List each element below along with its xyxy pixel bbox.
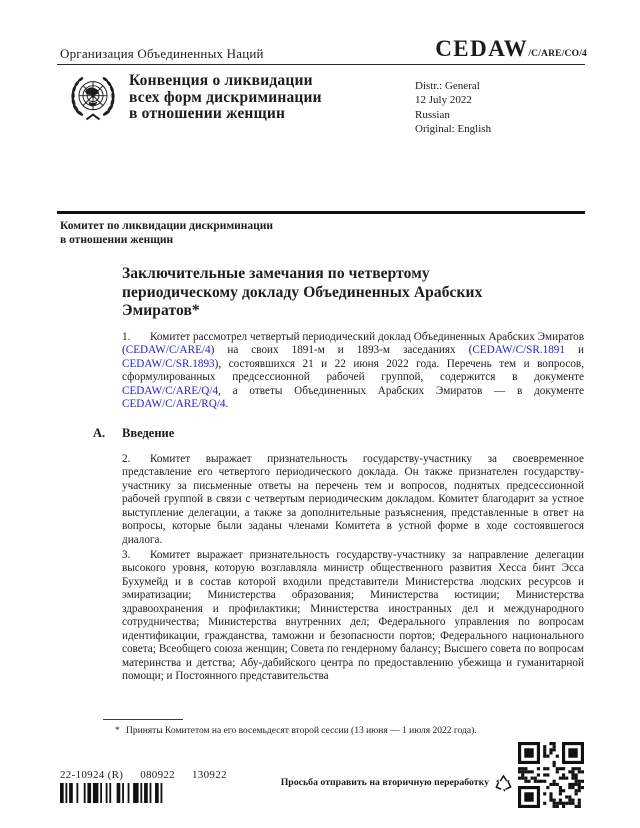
distribution-date: 130922 <box>192 769 227 781</box>
job-number-line <box>60 769 244 781</box>
document-title <box>122 265 502 321</box>
document-symbol-link[interactable]: CEDAW/C/ARE/Q/4 <box>122 384 219 397</box>
document-symbol-link[interactable]: CEDAW/C/ARE/RQ/4 <box>122 398 226 411</box>
committee-name-line: в отношении женщин <box>60 233 174 246</box>
paragraph-3 <box>122 549 584 684</box>
title-footnote-marker: * <box>191 302 200 319</box>
convention-title-line: в отношении женщин <box>129 105 286 122</box>
paragraph-text: Комитет выражает признательность государству-участнику за своевременное представление его четвертого периодического доклада. Он также признателен государству-участнику за письменные ответы на перечень тем и вопросов, поднятых предсессионной рабочей группой в связи с четвертым периодическим докладом. Комитет благодарит за устное выступление делегации, а также за дополнительные разъяснения, представленные в ответ на вопросы, которые были заданы членами Комитета в устной форме в ходе состоявшегося диалога. <box>122 453 584 546</box>
un-org-name: Организация Объединенных Наций <box>60 46 264 61</box>
convention-title-line: всех форм дискриминации <box>129 88 322 106</box>
convention-title <box>129 73 322 123</box>
committee-name-line: Комитет по ликвидации дискриминации <box>60 220 274 232</box>
barcode-icon <box>60 783 166 803</box>
paragraph-text: Комитет рассмотрел четвертый периодический доклад Объединенных Арабских Эмиратов (CEDAW/C/ARE/4) на своих 1891-м и 1893-м заседаниях (CEDAW/C/SR.1891 и CEDAW/C/SR.1893), состоявшихся 21 и 22 июня 2022 года. Перечень тем и вопросов, сформулированных предсессионной рабочей группой, содержится в документе CEDAW/C/ARE/Q/4, а ответы Объединенных Арабских Эмиратов –– в документе CEDAW/C/ARE/RQ/4. <box>122 331 584 411</box>
section-title: Введение <box>122 426 175 440</box>
paragraph-text: Комитет выражает признательность государству-участнику за направление делегации высокого уровня, которую возглавляла министр общественного развития Хесса бинт Эсса Бухумейд и в состав которой входили представители Министерства людских ресурсов и эмиратизации; Министерства образования; Министерства юстиции; Министерства здравоохранения и профилактики; Министерства иностранных дел и международного сотрудничества; Министерства внутренних дел; Федерального управления по вопросам идентификации, гражданства, таможни и безопасности портов; Федерального национального совета; Всеобщего союза женщин; Совета по гендерному балансу; Высшего совета по вопросам материнства и детства; Абу-дабийского центра по предоставлению убежища и гуманитарной помощи; и Постоянного представительства <box>122 549 584 683</box>
un-emblem-icon <box>64 73 122 127</box>
recycle-icon <box>493 772 514 793</box>
convention-title-line: Конвенция о ликвидации <box>129 72 313 89</box>
distribution-block <box>415 79 491 136</box>
header-rule <box>57 64 585 65</box>
job-number: 22-10924 (R) <box>60 769 124 781</box>
document-symbol-link[interactable]: CEDAW/C/SR.1893 <box>122 357 215 370</box>
paragraph-number: 1. <box>122 331 131 343</box>
distr-line: Russian <box>415 108 450 121</box>
footnote-separator <box>103 719 183 720</box>
paragraph-1 <box>122 331 584 412</box>
footnote <box>115 726 585 736</box>
document-symbol-suffix: /C/ARE/CO/4 <box>528 49 587 59</box>
distr-line: Distr.: General <box>415 80 480 92</box>
document-symbol-main: CEDAW <box>435 36 529 61</box>
qr-code-icon <box>518 742 584 808</box>
section-letter: A. <box>93 426 106 440</box>
document-title-text: Заключительные замечания по четвертому периодическому докладу Объединенных Арабских Эмиратов <box>122 265 483 319</box>
footnote-text: Приняты Комитетом на его восемьдесят второй сессии (13 июня — 1 июля 2022 года). <box>126 726 477 736</box>
paragraph-2 <box>122 453 584 547</box>
document-symbol-link[interactable]: CEDAW/C/ARE/4 <box>125 344 211 357</box>
committee-name <box>60 220 273 247</box>
distr-line: Original: English <box>415 122 492 135</box>
paragraph-number: 3. <box>122 549 131 561</box>
distr-line: 12 July 2022 <box>415 94 472 107</box>
print-date: 080922 <box>140 769 175 781</box>
document-symbol-link[interactable]: CEDAW/C/SR.1891 <box>472 344 565 357</box>
section-a-heading <box>93 426 174 441</box>
recycle-text: Просьба отправить на вторичную переработку <box>280 777 489 788</box>
recycle-note <box>240 772 514 793</box>
paragraph-number: 2. <box>122 453 131 465</box>
document-symbol <box>435 36 587 62</box>
section-divider-rule <box>57 211 585 214</box>
footnote-marker: * <box>115 726 120 736</box>
